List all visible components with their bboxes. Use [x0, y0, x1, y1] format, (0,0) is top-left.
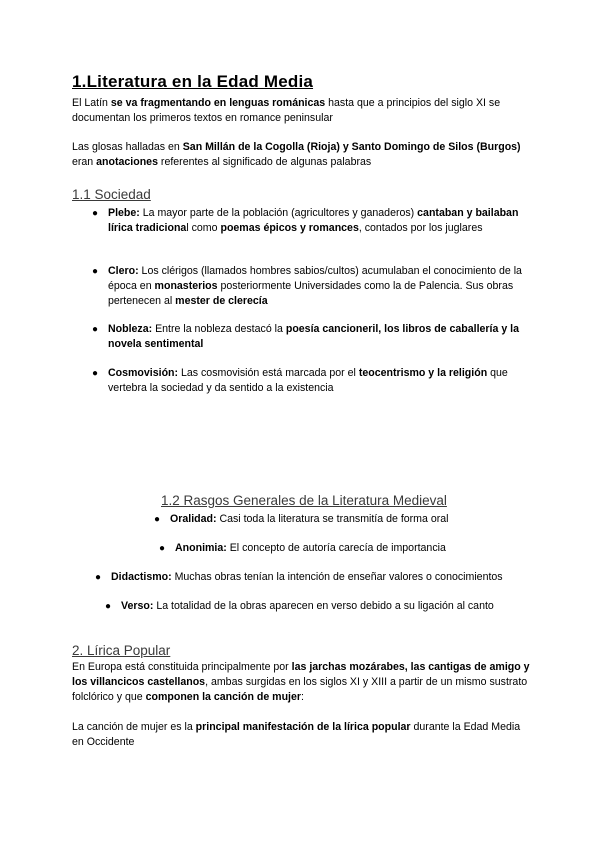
list-item-plebe: [108, 206, 526, 236]
bold-text-run: Oralidad:: [170, 513, 217, 525]
section-heading-lirica: 2. Lírica Popular: [72, 643, 171, 658]
intro-paragraph-1: [72, 96, 532, 126]
bullet-marker: ●: [92, 266, 99, 277]
text-run: que vertebra la sociedad y da sentido a la existencia: [108, 367, 508, 394]
list-item-anonimia: [175, 541, 535, 556]
text-run: Los clérigos (llamados hombres sabios/cultos) acumulaban el conocimiento de la época en: [108, 265, 522, 292]
lirica-paragraph-1: [72, 660, 532, 705]
list-item-oralidad: [170, 512, 530, 527]
bold-text-run: mester de clerecía: [175, 295, 268, 307]
bullet-marker: ●: [92, 208, 99, 219]
bold-text-run: Anonimia:: [175, 542, 227, 554]
bold-text-run: poemas épicos y romances: [220, 222, 359, 234]
text-run: posteriormente Universidades como la de Palencia. Sus obras pertenecen al: [108, 280, 514, 307]
text-run: durante la Edad Media en Occidente: [72, 721, 521, 748]
text-run: La totalidad de la obras aparecen en verso debido a su ligación al canto: [153, 600, 494, 612]
text-run: La canción de mujer es la: [72, 721, 196, 733]
bold-text-run: se va fragmentando en lenguas románicas: [110, 97, 326, 109]
text-run: La mayor parte de la población (agricultores y ganaderos): [139, 207, 418, 219]
text-run: , contados por los juglares: [358, 222, 483, 234]
bold-text-run: Verso:: [121, 600, 154, 612]
text-run: referentes al significado de algunas palabras: [157, 156, 372, 168]
bold-text-run: componen la canción de mujer: [145, 691, 302, 703]
bold-text-run: San Millán de la Cogolla (Rioja) y Santo Domingo de Silos (Burgos): [182, 141, 521, 153]
bold-text-run: Cosmovisión:: [108, 367, 179, 379]
text-run: l como: [186, 222, 221, 234]
bullet-marker: ●: [92, 368, 99, 379]
intro-paragraph-2: [72, 140, 532, 170]
text-run: Casi toda la literatura se transmitía de forma oral: [216, 513, 449, 525]
text-run: Muchas obras tenían la intención de enseñar valores o conocimientos: [171, 571, 503, 583]
bold-text-run: Clero:: [108, 265, 139, 277]
bullet-marker: ●: [95, 572, 102, 583]
bold-text-run: Nobleza:: [108, 323, 153, 335]
bold-text-run: anotaciones: [96, 156, 158, 168]
text-run: Las glosas halladas en: [72, 141, 183, 153]
text-run: El concepto de autoría carecía de importancia: [226, 542, 446, 554]
bold-text-run: las jarchas mozárabes, las cantigas de amigo y los villancicos castellanos: [72, 661, 530, 688]
list-item-verso: [121, 599, 541, 614]
bold-text-run: poesía cancioneril, los libros de caballería y la novela sentimental: [108, 323, 520, 350]
text-run: El Latín: [72, 97, 111, 109]
lirica-paragraph-2: [72, 720, 532, 750]
bold-text-run: principal manifestación de la lírica popular: [195, 721, 411, 733]
bold-text-run: teocentrismo y la religión: [358, 367, 488, 379]
text-run: :: [301, 691, 304, 703]
bold-text-run: monasterios: [154, 280, 218, 292]
section-heading-rasgos: 1.2 Rasgos Generales de la Literatura Medieval: [161, 493, 447, 508]
list-item-didactismo: [111, 570, 551, 585]
section-heading-sociedad: 1.1 Sociedad: [72, 187, 151, 202]
list-item-nobleza: [108, 322, 538, 352]
text-run: Entre la nobleza destacó la: [152, 323, 286, 335]
bullet-marker: ●: [105, 601, 112, 612]
bold-text-run: cantaban y bailaban lírica tradiciona: [108, 207, 519, 234]
bold-text-run: Didactismo:: [111, 571, 172, 583]
text-run: eran: [72, 156, 97, 168]
text-run: En Europa está constituida principalmente por: [72, 661, 292, 673]
bullet-marker: ●: [159, 543, 166, 554]
list-item-clero: [108, 264, 528, 309]
bold-text-run: Plebe:: [108, 207, 140, 219]
text-run: Las cosmovisión está marcada por el: [178, 367, 359, 379]
text-run: , ambas surgidas en los siglos XI y XIII a partir de un mismo sustrato folclórico y que: [72, 676, 528, 703]
page-title: 1.Literatura en la Edad Media: [72, 72, 314, 91]
text-run: hasta que a principios del siglo XI se documentan los primeros textos en romance peninsular: [72, 97, 501, 124]
bullet-marker: ●: [154, 514, 161, 525]
bullet-marker: ●: [92, 324, 99, 335]
list-item-cosmovision: [108, 366, 532, 396]
